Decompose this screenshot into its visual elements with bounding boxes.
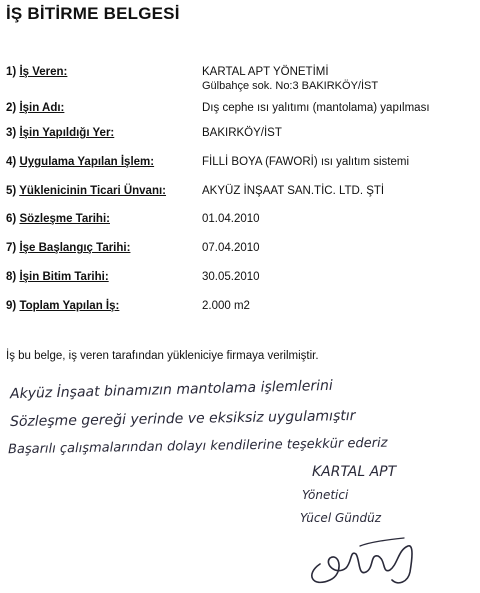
row-value: Dış cephe ısı yalıtımı (mantolama) yapılması (202, 102, 430, 114)
row-label: İşin Yapıldığı Yer: (19, 127, 115, 139)
handwritten-line-1: Akyüz İnşaat binamızın mantolama işlemlerini (9, 377, 334, 403)
row-number: 4) (6, 156, 17, 168)
handwritten-sign-title: Yönetici (302, 488, 349, 502)
handwritten-line-2: Sözleşme gereği yerinde ve eksiksiz uygulamıştır (9, 407, 356, 431)
row-label: Sözleşme Tarihi: (19, 213, 110, 225)
row-number: 8) (6, 271, 17, 283)
row-label: Yüklenicinin Ticari Ünvanı: (19, 185, 167, 197)
row-value: 30.05.2010 (202, 271, 260, 283)
row-number: 5) (6, 185, 17, 197)
row-value: 2.000 m2 (202, 300, 250, 312)
row-value-address: Gülbahçe sok. No:3 BAKIRKÖY/İST (202, 80, 379, 92)
row-label: İş Veren: (19, 66, 68, 78)
handwritten-line-3: Başarılı çalışmalarından dolayı kendilerine teşekkür ederiz (7, 435, 388, 458)
row-number: 3) (6, 127, 17, 139)
row-number: 1) (6, 66, 17, 78)
row-value: 07.04.2010 (202, 242, 260, 254)
row-number: 6) (6, 213, 17, 225)
row-value: KARTAL APT YÖNETİMİ (202, 66, 329, 78)
handwritten-sign-name: Yücel Gündüz (300, 511, 381, 525)
row-label: Uygulama Yapılan İşlem: (19, 156, 155, 168)
signature-scribble (300, 524, 430, 590)
row-value: 01.04.2010 (202, 213, 260, 225)
row-label: Toplam Yapılan İş: (19, 300, 120, 312)
row-label: İşin Bitim Tarihi: (19, 271, 109, 283)
row-label: İşe Başlangıç Tarihi: (19, 242, 131, 254)
document-title: İŞ BİTİRME BELGESİ (6, 4, 180, 23)
row-label: İşin Adı: (19, 102, 65, 114)
handwritten-sign-org: KARTAL APT (312, 464, 397, 480)
row-value: BAKIRKÖY/İST (202, 127, 282, 139)
row-value: AKYÜZ İNŞAAT SAN.TİC. LTD. ŞTİ (202, 185, 385, 197)
row-number: 9) (6, 300, 17, 312)
row-number: 7) (6, 242, 17, 254)
row-value: FİLLİ BOYA (FAWORİ) ısı yalıtım sistemi (202, 156, 410, 168)
row-number: 2) (6, 102, 17, 114)
document-note: İş bu belge, iş veren tarafından yükleniciye firmaya verilmiştir. (6, 350, 319, 362)
